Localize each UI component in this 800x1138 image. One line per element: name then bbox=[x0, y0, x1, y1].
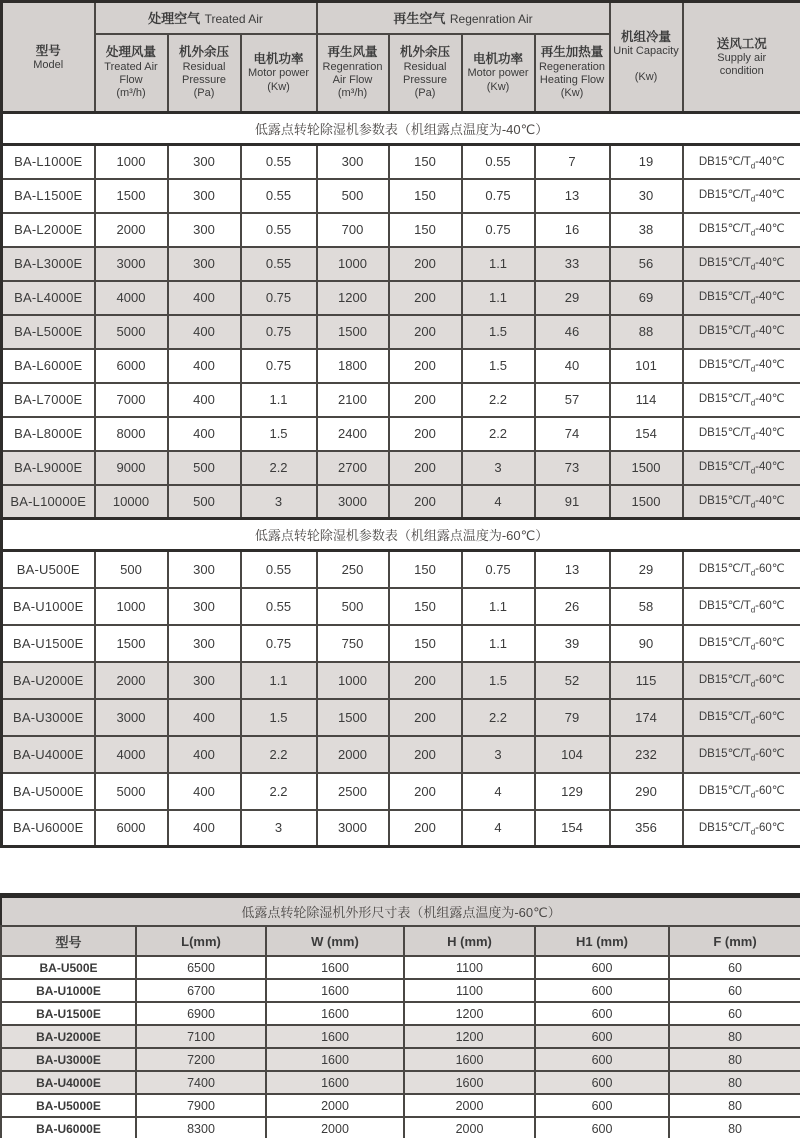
model-cell: BA-U2000E bbox=[1, 1025, 136, 1048]
spec-row bbox=[2, 145, 800, 179]
value-cell: 300 bbox=[168, 588, 241, 625]
regen-heating-header: 再生加热量 Regeneration Heating Flow (Kw) bbox=[535, 34, 610, 113]
dimension-row bbox=[1, 1048, 800, 1071]
value-cell: 3 bbox=[241, 810, 317, 847]
supply-condition-cell: $DB15℃/T_d-60℃$ bbox=[683, 588, 800, 625]
model-column-header bbox=[2, 2, 95, 113]
value-cell: 1600 bbox=[404, 1048, 535, 1071]
value-cell: 1200 bbox=[404, 1025, 535, 1048]
value-cell: 1500 bbox=[317, 315, 389, 349]
value-cell: 1.5 bbox=[241, 699, 317, 736]
model-header-en: Model bbox=[33, 59, 64, 72]
value-cell: 3 bbox=[241, 485, 317, 519]
value-cell: 80 bbox=[669, 1048, 800, 1071]
supply-condition-cell: $DB15℃/T_d-60℃$ bbox=[683, 551, 800, 588]
value-cell: 58 bbox=[610, 588, 683, 625]
value-cell: 1600 bbox=[404, 1071, 535, 1094]
value-cell: 39 bbox=[535, 625, 610, 662]
spec-row bbox=[2, 349, 800, 383]
value-cell: 101 bbox=[610, 349, 683, 383]
value-cell: 600 bbox=[535, 1094, 669, 1117]
value-cell: 60 bbox=[669, 1002, 800, 1025]
model-cell: BA-U1000E bbox=[2, 588, 95, 625]
dimension-row bbox=[1, 1094, 800, 1117]
value-cell: 10000 bbox=[95, 485, 168, 519]
parameter-table-header bbox=[2, 2, 800, 113]
value-cell: 2.2 bbox=[241, 773, 317, 810]
value-cell: 150 bbox=[389, 588, 462, 625]
value-cell: 2000 bbox=[317, 736, 389, 773]
model-cell: BA-U3000E bbox=[2, 699, 95, 736]
model-cell: BA-U1000E bbox=[1, 979, 136, 1002]
value-cell: 290 bbox=[610, 773, 683, 810]
dim-model-header: 型号 bbox=[1, 926, 136, 956]
value-cell: 2400 bbox=[317, 417, 389, 451]
value-cell: 2.2 bbox=[241, 736, 317, 773]
value-cell: 1.1 bbox=[241, 662, 317, 699]
value-cell: 88 bbox=[610, 315, 683, 349]
dim-height-header: H (mm) bbox=[404, 926, 535, 956]
treated-air-group-header: 处理空气 Treated Air bbox=[95, 2, 317, 35]
value-cell: 750 bbox=[317, 625, 389, 662]
value-cell: 4000 bbox=[95, 736, 168, 773]
value-cell: 400 bbox=[168, 773, 241, 810]
value-cell: 300 bbox=[168, 247, 241, 281]
value-cell: 0.75 bbox=[241, 315, 317, 349]
value-cell: 250 bbox=[317, 551, 389, 588]
value-cell: 200 bbox=[389, 315, 462, 349]
model-cell: BA-U4000E bbox=[2, 736, 95, 773]
value-cell: 2.2 bbox=[241, 451, 317, 485]
spec-row bbox=[2, 179, 800, 213]
value-cell: 154 bbox=[535, 810, 610, 847]
value-cell: 0.55 bbox=[241, 179, 317, 213]
section-title-row bbox=[2, 113, 800, 145]
spec-row bbox=[2, 315, 800, 349]
supply-condition-cell: $DB15℃/T_d-60℃$ bbox=[683, 810, 800, 847]
treated-pressure-header: 机外余压 Residual Pressure (Pa) bbox=[168, 34, 241, 113]
value-cell: 2000 bbox=[95, 213, 168, 247]
value-cell: 69 bbox=[610, 281, 683, 315]
supply-condition-cell: $DB15℃/T_d-40℃$ bbox=[683, 179, 800, 213]
treated-flow-header: 处理风量 Treated Air Flow (m³/h) bbox=[95, 34, 168, 113]
value-cell: 2000 bbox=[266, 1094, 404, 1117]
dimension-row bbox=[1, 979, 800, 1002]
spec-row bbox=[2, 213, 800, 247]
value-cell: 80 bbox=[669, 1117, 800, 1138]
value-cell: 174 bbox=[610, 699, 683, 736]
value-cell: 1000 bbox=[317, 662, 389, 699]
value-cell: 2000 bbox=[404, 1117, 535, 1138]
value-cell: 2000 bbox=[95, 662, 168, 699]
value-cell: 30 bbox=[610, 179, 683, 213]
value-cell: 6500 bbox=[136, 956, 266, 979]
model-cell: BA-L6000E bbox=[2, 349, 95, 383]
value-cell: 500 bbox=[95, 551, 168, 588]
value-cell: 0.75 bbox=[462, 213, 535, 247]
value-cell: 13 bbox=[535, 179, 610, 213]
model-cell: BA-L10000E bbox=[2, 485, 95, 519]
value-cell: 1000 bbox=[317, 247, 389, 281]
value-cell: 7 bbox=[535, 145, 610, 179]
section-minus-60 bbox=[2, 519, 800, 847]
supply-condition-cell: $DB15℃/T_d-40℃$ bbox=[683, 247, 800, 281]
value-cell: 7200 bbox=[136, 1048, 266, 1071]
value-cell: 300 bbox=[168, 213, 241, 247]
value-cell: 150 bbox=[389, 145, 462, 179]
supply-condition-cell: $DB15℃/T_d-60℃$ bbox=[683, 736, 800, 773]
model-cell: BA-L1500E bbox=[2, 179, 95, 213]
value-cell: 1.1 bbox=[241, 383, 317, 417]
value-cell: 300 bbox=[168, 625, 241, 662]
value-cell: 150 bbox=[389, 179, 462, 213]
table-gap bbox=[0, 848, 800, 893]
supply-condition-cell: $DB15℃/T_d-40℃$ bbox=[683, 213, 800, 247]
dimension-row bbox=[1, 1071, 800, 1094]
value-cell: 91 bbox=[535, 485, 610, 519]
value-cell: 300 bbox=[317, 145, 389, 179]
model-cell: BA-U500E bbox=[2, 551, 95, 588]
value-cell: 0.55 bbox=[241, 588, 317, 625]
value-cell: 9000 bbox=[95, 451, 168, 485]
value-cell: 300 bbox=[168, 551, 241, 588]
value-cell: 38 bbox=[610, 213, 683, 247]
value-cell: 500 bbox=[168, 485, 241, 519]
value-cell: 2000 bbox=[404, 1094, 535, 1117]
value-cell: 1600 bbox=[266, 956, 404, 979]
value-cell: 150 bbox=[389, 551, 462, 588]
value-cell: 0.55 bbox=[241, 551, 317, 588]
value-cell: 1.1 bbox=[462, 625, 535, 662]
supply-condition-cell: $DB15℃/T_d-40℃$ bbox=[683, 281, 800, 315]
value-cell: 1200 bbox=[317, 281, 389, 315]
dimension-table bbox=[0, 893, 800, 1138]
value-cell: 1200 bbox=[404, 1002, 535, 1025]
value-cell: 1500 bbox=[610, 451, 683, 485]
value-cell: 8300 bbox=[136, 1117, 266, 1138]
value-cell: 104 bbox=[535, 736, 610, 773]
value-cell: 2.2 bbox=[462, 417, 535, 451]
supply-condition-cell: $DB15℃/T_d-40℃$ bbox=[683, 349, 800, 383]
model-cell: BA-U5000E bbox=[2, 773, 95, 810]
value-cell: 400 bbox=[168, 349, 241, 383]
dim-f-header: F (mm) bbox=[669, 926, 800, 956]
regen-motor-power-header: 电机功率 Motor power (Kw) bbox=[462, 34, 535, 113]
value-cell: 200 bbox=[389, 736, 462, 773]
value-cell: 200 bbox=[389, 699, 462, 736]
dimension-table-header bbox=[1, 896, 800, 957]
value-cell: 2.2 bbox=[462, 383, 535, 417]
value-cell: 1500 bbox=[610, 485, 683, 519]
spec-row bbox=[2, 699, 800, 736]
value-cell: 1600 bbox=[266, 1025, 404, 1048]
value-cell: 400 bbox=[168, 699, 241, 736]
value-cell: 600 bbox=[535, 1025, 669, 1048]
value-cell: 79 bbox=[535, 699, 610, 736]
value-cell: 200 bbox=[389, 349, 462, 383]
value-cell: 0.75 bbox=[241, 625, 317, 662]
value-cell: 0.55 bbox=[241, 247, 317, 281]
value-cell: 150 bbox=[389, 213, 462, 247]
model-cell: BA-L5000E bbox=[2, 315, 95, 349]
value-cell: 200 bbox=[389, 247, 462, 281]
value-cell: 1.1 bbox=[462, 588, 535, 625]
value-cell: 4 bbox=[462, 810, 535, 847]
dimension-row bbox=[1, 1025, 800, 1048]
value-cell: 500 bbox=[317, 588, 389, 625]
regen-pressure-header: 机外余压 Residual Pressure (Pa) bbox=[389, 34, 462, 113]
value-cell: 3 bbox=[462, 736, 535, 773]
value-cell: 400 bbox=[168, 315, 241, 349]
value-cell: 8000 bbox=[95, 417, 168, 451]
spec-row bbox=[2, 551, 800, 588]
model-cell: BA-U3000E bbox=[1, 1048, 136, 1071]
value-cell: 2700 bbox=[317, 451, 389, 485]
value-cell: 5000 bbox=[95, 773, 168, 810]
value-cell: 1600 bbox=[266, 1048, 404, 1071]
value-cell: 0.75 bbox=[462, 551, 535, 588]
value-cell: 16 bbox=[535, 213, 610, 247]
model-cell: BA-U500E bbox=[1, 956, 136, 979]
value-cell: 6900 bbox=[136, 1002, 266, 1025]
spec-row bbox=[2, 383, 800, 417]
value-cell: 7400 bbox=[136, 1071, 266, 1094]
value-cell: 29 bbox=[535, 281, 610, 315]
value-cell: 60 bbox=[669, 956, 800, 979]
spec-row bbox=[2, 588, 800, 625]
value-cell: 2000 bbox=[266, 1117, 404, 1138]
section-title-minus-60: 低露点转轮除湿机参数表（机组露点温度为-60℃） bbox=[2, 519, 800, 551]
value-cell: 200 bbox=[389, 281, 462, 315]
value-cell: 7900 bbox=[136, 1094, 266, 1117]
spec-row bbox=[2, 247, 800, 281]
value-cell: 29 bbox=[610, 551, 683, 588]
supply-condition-cell: $DB15℃/T_d-60℃$ bbox=[683, 699, 800, 736]
value-cell: 40 bbox=[535, 349, 610, 383]
supply-condition-cell: $DB15℃/T_d-60℃$ bbox=[683, 625, 800, 662]
dimension-row bbox=[1, 1002, 800, 1025]
value-cell: 300 bbox=[168, 179, 241, 213]
value-cell: 400 bbox=[168, 810, 241, 847]
value-cell: 0.55 bbox=[462, 145, 535, 179]
spec-row bbox=[2, 281, 800, 315]
value-cell: 200 bbox=[389, 773, 462, 810]
value-cell: 7100 bbox=[136, 1025, 266, 1048]
value-cell: 600 bbox=[535, 979, 669, 1002]
section-title-minus-40: 低露点转轮除湿机参数表（机组露点温度为-40℃） bbox=[2, 113, 800, 145]
dimension-row bbox=[1, 956, 800, 979]
value-cell: 6000 bbox=[95, 349, 168, 383]
spec-row bbox=[2, 485, 800, 519]
value-cell: 6700 bbox=[136, 979, 266, 1002]
supply-condition-header: 送风工况 Supply air condition bbox=[683, 2, 800, 113]
value-cell: 1.5 bbox=[241, 417, 317, 451]
value-cell: 1000 bbox=[95, 588, 168, 625]
value-cell: 3000 bbox=[95, 699, 168, 736]
value-cell: 73 bbox=[535, 451, 610, 485]
dim-width-header: W (mm) bbox=[266, 926, 404, 956]
value-cell: 500 bbox=[168, 451, 241, 485]
value-cell: 46 bbox=[535, 315, 610, 349]
model-cell: BA-L4000E bbox=[2, 281, 95, 315]
value-cell: 400 bbox=[168, 736, 241, 773]
model-cell: BA-L7000E bbox=[2, 383, 95, 417]
model-cell: BA-L9000E bbox=[2, 451, 95, 485]
value-cell: 0.55 bbox=[241, 145, 317, 179]
model-cell: BA-U1500E bbox=[1, 1002, 136, 1025]
regeneration-air-group-header: 再生空气 Regenration Air bbox=[317, 2, 610, 35]
value-cell: 600 bbox=[535, 956, 669, 979]
value-cell: 1100 bbox=[404, 956, 535, 979]
value-cell: 0.75 bbox=[462, 179, 535, 213]
supply-condition-cell: $DB15℃/T_d-60℃$ bbox=[683, 773, 800, 810]
model-cell: BA-L3000E bbox=[2, 247, 95, 281]
value-cell: 90 bbox=[610, 625, 683, 662]
value-cell: 80 bbox=[669, 1025, 800, 1048]
value-cell: 600 bbox=[535, 1071, 669, 1094]
value-cell: 1600 bbox=[266, 1002, 404, 1025]
spec-row bbox=[2, 736, 800, 773]
value-cell: 80 bbox=[669, 1071, 800, 1094]
unit-capacity-header: 机组冷量 Unit Capacity (Kw) bbox=[610, 2, 683, 113]
value-cell: 600 bbox=[535, 1048, 669, 1071]
model-cell: BA-U6000E bbox=[2, 810, 95, 847]
model-cell: BA-U5000E bbox=[1, 1094, 136, 1117]
section-title-row bbox=[2, 519, 800, 551]
value-cell: 1500 bbox=[317, 699, 389, 736]
spec-row bbox=[2, 451, 800, 485]
spec-row bbox=[2, 773, 800, 810]
dimension-rows bbox=[1, 956, 800, 1138]
value-cell: 600 bbox=[535, 1117, 669, 1138]
value-cell: 4 bbox=[462, 485, 535, 519]
value-cell: 19 bbox=[610, 145, 683, 179]
value-cell: 1600 bbox=[266, 979, 404, 1002]
value-cell: 80 bbox=[669, 1094, 800, 1117]
value-cell: 200 bbox=[389, 417, 462, 451]
value-cell: 57 bbox=[535, 383, 610, 417]
value-cell: 0.75 bbox=[241, 281, 317, 315]
value-cell: 56 bbox=[610, 247, 683, 281]
value-cell: 1800 bbox=[317, 349, 389, 383]
value-cell: 2500 bbox=[317, 773, 389, 810]
value-cell: 356 bbox=[610, 810, 683, 847]
value-cell: 2100 bbox=[317, 383, 389, 417]
value-cell: 33 bbox=[535, 247, 610, 281]
value-cell: 0.55 bbox=[241, 213, 317, 247]
supply-condition-cell: $DB15℃/T_d-40℃$ bbox=[683, 315, 800, 349]
model-cell: BA-L8000E bbox=[2, 417, 95, 451]
value-cell: 52 bbox=[535, 662, 610, 699]
value-cell: 1.5 bbox=[462, 315, 535, 349]
supply-condition-cell: $DB15℃/T_d-40℃$ bbox=[683, 145, 800, 179]
value-cell: 129 bbox=[535, 773, 610, 810]
supply-condition-cell: $DB15℃/T_d-40℃$ bbox=[683, 383, 800, 417]
value-cell: 400 bbox=[168, 417, 241, 451]
value-cell: 700 bbox=[317, 213, 389, 247]
value-cell: 200 bbox=[389, 485, 462, 519]
value-cell: 200 bbox=[389, 810, 462, 847]
value-cell: 300 bbox=[168, 662, 241, 699]
dim-h1-header: H1 (mm) bbox=[535, 926, 669, 956]
value-cell: 500 bbox=[317, 179, 389, 213]
value-cell: 300 bbox=[168, 145, 241, 179]
supply-condition-cell: $DB15℃/T_d-40℃$ bbox=[683, 417, 800, 451]
value-cell: 154 bbox=[610, 417, 683, 451]
value-cell: 114 bbox=[610, 383, 683, 417]
value-cell: 1.1 bbox=[462, 247, 535, 281]
model-header-zh: 型号 bbox=[35, 43, 61, 58]
value-cell: 60 bbox=[669, 979, 800, 1002]
value-cell: 5000 bbox=[95, 315, 168, 349]
supply-condition-cell: $DB15℃/T_d-60℃$ bbox=[683, 662, 800, 699]
spec-row bbox=[2, 662, 800, 699]
value-cell: 1.1 bbox=[462, 281, 535, 315]
value-cell: 400 bbox=[168, 281, 241, 315]
value-cell: 0.75 bbox=[241, 349, 317, 383]
value-cell: 6000 bbox=[95, 810, 168, 847]
model-cell: BA-U4000E bbox=[1, 1071, 136, 1094]
model-cell: BA-L1000E bbox=[2, 145, 95, 179]
value-cell: 4000 bbox=[95, 281, 168, 315]
spec-row bbox=[2, 810, 800, 847]
dimension-row bbox=[1, 1117, 800, 1138]
value-cell: 3 bbox=[462, 451, 535, 485]
dim-length-header: L(mm) bbox=[136, 926, 266, 956]
value-cell: 150 bbox=[389, 625, 462, 662]
value-cell: 3000 bbox=[95, 247, 168, 281]
value-cell: 1500 bbox=[95, 625, 168, 662]
value-cell: 600 bbox=[535, 1002, 669, 1025]
value-cell: 1500 bbox=[95, 179, 168, 213]
value-cell: 7000 bbox=[95, 383, 168, 417]
value-cell: 1600 bbox=[266, 1071, 404, 1094]
spec-row bbox=[2, 625, 800, 662]
value-cell: 1.5 bbox=[462, 662, 535, 699]
value-cell: 4 bbox=[462, 773, 535, 810]
value-cell: 200 bbox=[389, 383, 462, 417]
model-cell: BA-U6000E bbox=[1, 1117, 136, 1138]
value-cell: 400 bbox=[168, 383, 241, 417]
value-cell: 3000 bbox=[317, 485, 389, 519]
dimension-table-title: 低露点转轮除湿机外形尺寸表（机组露点温度为-60℃） bbox=[1, 896, 800, 927]
value-cell: 26 bbox=[535, 588, 610, 625]
model-cell: BA-L2000E bbox=[2, 213, 95, 247]
dimension-title-row bbox=[1, 896, 800, 927]
value-cell: 74 bbox=[535, 417, 610, 451]
value-cell: 1000 bbox=[95, 145, 168, 179]
value-cell: 3000 bbox=[317, 810, 389, 847]
value-cell: 2.2 bbox=[462, 699, 535, 736]
value-cell: 1.5 bbox=[462, 349, 535, 383]
spec-row bbox=[2, 417, 800, 451]
model-cell: BA-U1500E bbox=[2, 625, 95, 662]
supply-condition-cell: $DB15℃/T_d-40℃$ bbox=[683, 451, 800, 485]
model-cell: BA-U2000E bbox=[2, 662, 95, 699]
regen-flow-header: 再生风量 Regenration Air Flow (m³/h) bbox=[317, 34, 389, 113]
supply-condition-cell: $DB15℃/T_d-40℃$ bbox=[683, 485, 800, 519]
value-cell: 115 bbox=[610, 662, 683, 699]
value-cell: 200 bbox=[389, 662, 462, 699]
section-minus-40 bbox=[2, 113, 800, 519]
value-cell: 13 bbox=[535, 551, 610, 588]
value-cell: 1100 bbox=[404, 979, 535, 1002]
treated-motor-power-header: 电机功率 Motor power (Kw) bbox=[241, 34, 317, 113]
value-cell: 232 bbox=[610, 736, 683, 773]
value-cell: 200 bbox=[389, 451, 462, 485]
